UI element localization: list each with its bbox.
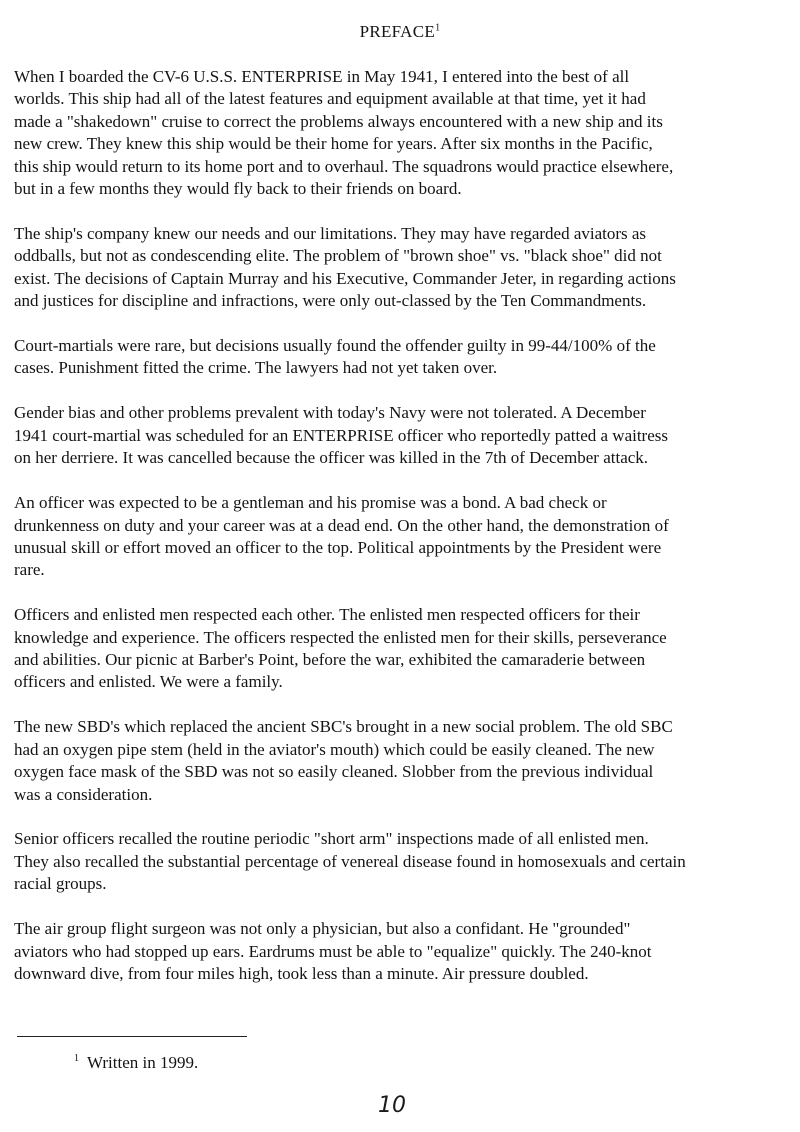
footnote-marker: 1 xyxy=(74,1053,79,1065)
paragraph-8: Senior officers recalled the routine periodic "short arm" inspections made of all enlisted men. They also recalled the substantial percentage of venereal disease found in homosexuals and certain racial groups. xyxy=(14,829,686,894)
paragraph-7: The new SBD's which replaced the ancient SBC's brought in a new social problem. The old SBC had an oxygen pipe stem (held in the aviator's mouth) which could be easily cleaned. The new oxygen face mask of the SBD was not so easily cleaned. Slobber from the previous individual was a consideration. xyxy=(14,717,673,804)
body-text xyxy=(14,66,794,1008)
paragraph-9: The air group flight surgeon was not only a physician, but also a confidant. He "grounded" aviators who had stopped up ears. Eardrums must be able to "equalize" quickly. The 240-knot downward dive, from four miles high, took less than a minute. Air pressure doubled. xyxy=(14,919,652,983)
paragraph-3: Court-martials were rare, but decisions usually found the offender guilty in 99-44/100% of the cases. Punishment fitted the crime. The lawyers had not yet taken over. xyxy=(14,336,656,378)
footnote-text: Written in 1999. xyxy=(87,1053,199,1072)
page-title xyxy=(0,22,800,42)
page-number: 10 xyxy=(378,1093,406,1118)
footnote-divider xyxy=(17,1036,247,1037)
title-footnote-marker: 1 xyxy=(435,22,441,34)
paragraph-1: When I boarded the CV-6 U.S.S. ENTERPRISE in May 1941, I entered into the best of all worlds. This ship had all of the latest features and equipment available at that time, yet it had made a "shakedown" cruise to correct the problems always encountered with a new ship and its new crew. They knew this ship would be their home for years. After six months in the Pacific, this ship would return to its home port and to overhaul. The squadrons would practice elsewhere, but in a few months they would fly back to their friends on board. xyxy=(14,67,674,199)
paragraph-6: Officers and enlisted men respected each other. The enlisted men respected officers for their knowledge and experience. The officers respected the enlisted men for their skills, perseverance and abilities. Our picnic at Barber's Point, before the war, exhibited the camaraderie between officers and enlisted. We were a family. xyxy=(14,605,667,692)
footnote xyxy=(74,1053,198,1073)
paragraph-4: Gender bias and other problems prevalent with today's Navy were not tolerated. A December 1941 court-martial was scheduled for an ENTERPRISE officer who reportedly patted a waitress on her derriere. It was cancelled because the officer was killed in the 7th of December attack. xyxy=(14,403,668,468)
title-text: PREFACE xyxy=(359,22,436,41)
paragraph-2: The ship's company knew our needs and our limitations. They may have regarded aviators as oddballs, but not as condescending elite. The problem of "brown shoe" vs. "black shoe" did not exist. The decisions of Captain Murray and his Executive, Commander Jeter, in regarding actions and justices for discipline and infractions, were only out-classed by the Ten Commandments. xyxy=(14,223,676,311)
paragraph-5: An officer was expected to be a gentleman and his promise was a bond. A bad check or drunkenness on duty and your career was at a dead end. On the other hand, the demonstration of unusual skill or effort moved an officer to the top. Political appointments by the President were rare. xyxy=(14,493,669,580)
